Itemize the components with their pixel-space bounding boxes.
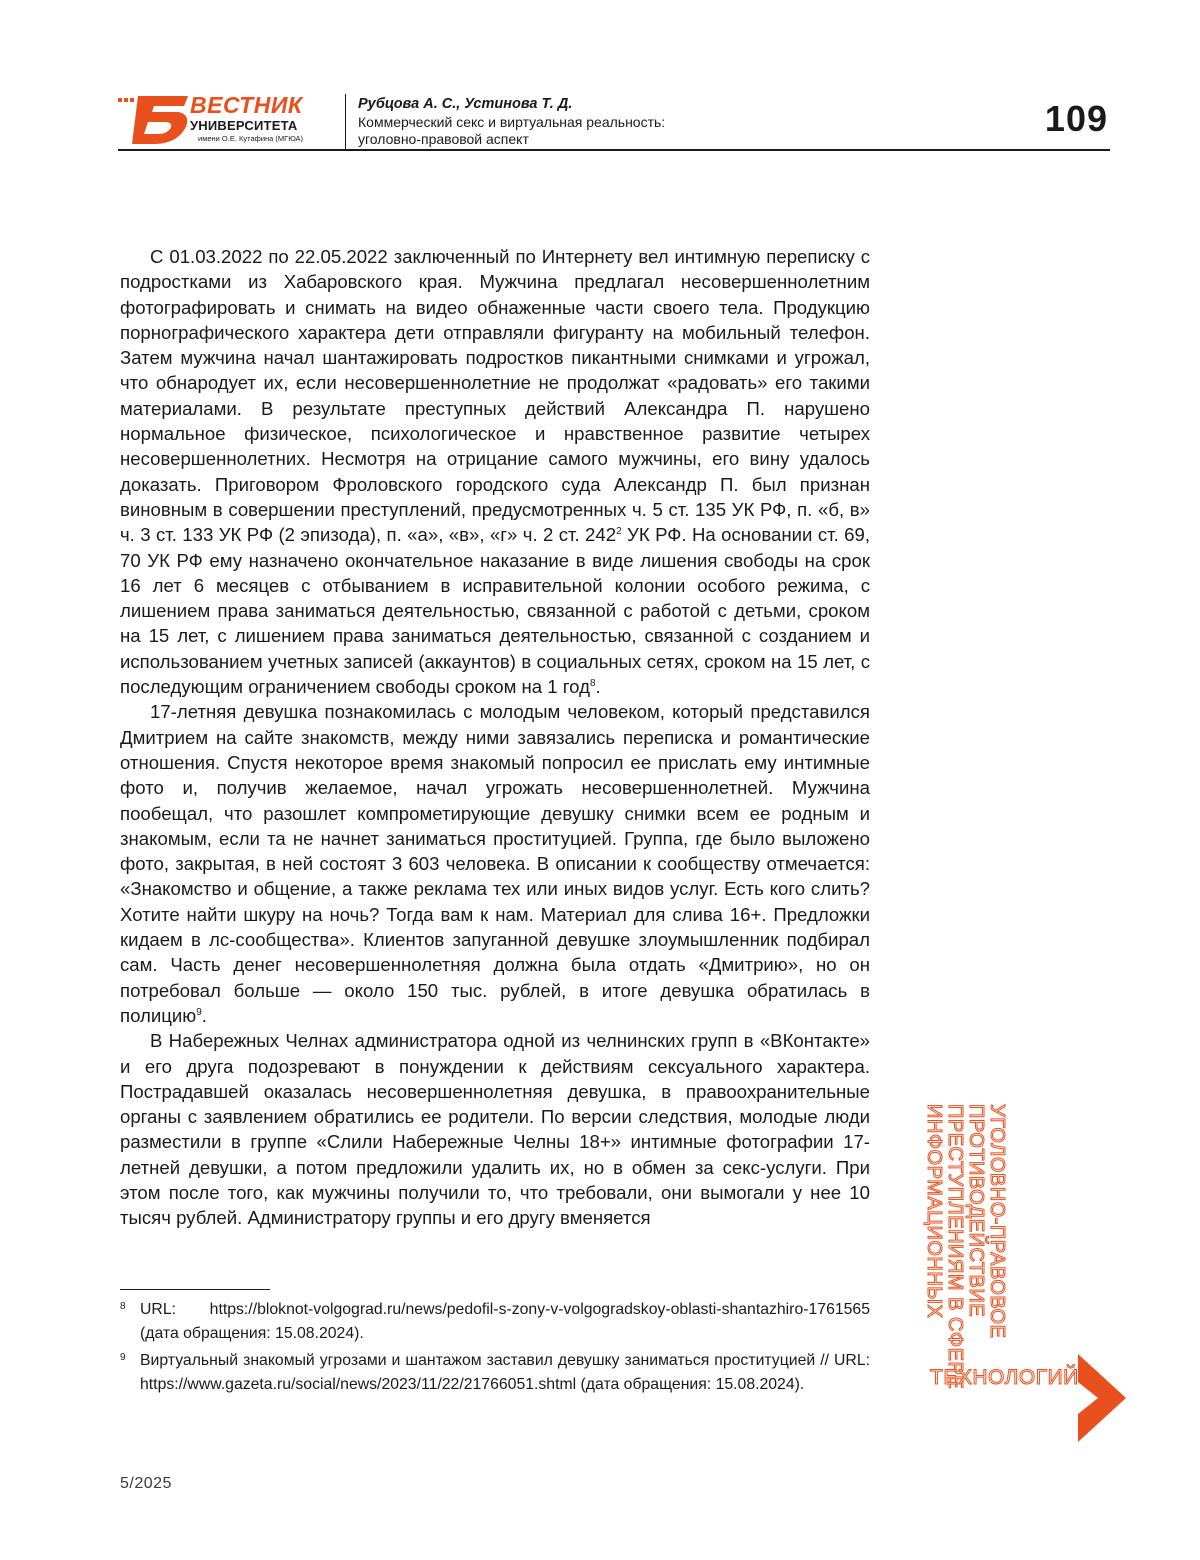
logo-title: ВЕСТНИК	[190, 92, 303, 119]
section-banner-last-line: ТЕХНОЛОГИЙ	[930, 1366, 1079, 1390]
section-banner-line: ИНФОРМАЦИОННЫХ	[923, 1104, 944, 1389]
footnote-number: 9	[120, 1346, 126, 1370]
page-header	[118, 92, 1110, 152]
section-banner-line: ПРОТИВОДЕЙСТВИЕ	[965, 1104, 986, 1389]
article-running-title	[358, 114, 878, 148]
paragraph-text: УК РФ. На основании ст. 69, 70 УК РФ ему назначено окончательное наказание в виде лишения свободы на срок 16 лет 6 месяцев с отбыванием в исправительной колонии особого режима, с лишением права заниматься деятельностью, связанной с работой с детьми, сроком на 15 лет, с лишением права заниматься деятельностью, связанной с созданием и использованием учетных записей (аккаунтов) в социальных сетях, сроком на 15 лет, с последующим ограничением свободы сроком на 1 год	[120, 524, 870, 697]
superscript: 2	[616, 526, 622, 537]
logo-subtitle: УНИВЕРСИТЕТА	[190, 118, 297, 133]
article-title-line-2: уголовно-правовой аспект	[358, 131, 878, 148]
article-body	[120, 244, 870, 1231]
page-number: 109	[1045, 98, 1108, 140]
footnote-text[interactable]: URL: https://bloknot-volgograd.ru/news/pedofil-s-zony-v-volgogradskoy-oblasti-shantazhiro-1761565 (дата обращения: 15.08.2024).	[140, 1301, 870, 1342]
issue-number: 5/2025	[120, 1475, 172, 1493]
paragraph	[120, 1028, 870, 1230]
footnote-number: 8	[120, 1295, 126, 1319]
paragraph-text: С 01.03.2022 по 22.05.2022 заключенный по Интернету вел интимную переписку с подростками из Хабаровского края. Мужчина предлагал несовершеннолетним фотографировать и снимать на видео обнаженные части своего тела. Продукцию порнографического характера дети отправляли фигуранту на мобильный телефон. Затем мужчина начал шантажировать подростков пикантными снимками и угрожал, что обнародует их, если несовершеннолетние не продолжат «радовать» его такими материалами. В результате преступных действий Александра П. нарушено нормальное физическое, психологическое и нравственное развитие четырех несовершеннолетних. Несмотря на отрицание самого мужчины, его вину удалось доказать. Приговором Фроловского городского суда Александр П. был признан виновным в совершении преступлений, предусмотренных ч. 5 ст. 135 УК РФ, п. «б, в» ч. 3 ст. 133 УК РФ (2 эпизода), п. «а», «в», «г» ч. 2 ст. 242	[120, 246, 870, 545]
article-authors: Рубцова А. С., Устинова Т. Д.	[358, 96, 572, 112]
header-rule	[118, 149, 1110, 151]
punctuation: .	[202, 1005, 207, 1026]
footnote-item	[120, 1349, 870, 1397]
section-banner-vertical	[923, 1104, 1007, 1389]
article-title-line-1: Коммерческий секс и виртуальная реальность:	[358, 114, 878, 131]
paragraph-text: В Набережных Челнах администратора одной из челнинских групп в «ВКонтакте» и его друга подозревают в понуждении к действиям сексуального характера. Пострадавшей оказалась несовершеннолетняя девушка, в правоохранительные органы с заявлением обратились ее родители. По версии следствия, молодые люди разместили в группе «Слили Набережные Челны 18+» интимные фотографии 17-летней девушки, а потом предложили удалить их, но в обмен за секс-услуги. При этом после того, как мужчины получили то, что требовали, они вымогали у нее 10 тысяч рублей. Администратору группы и его другу вменяется	[120, 1030, 870, 1228]
footnote-item	[120, 1298, 870, 1346]
footnote-reference[interactable]: 9	[196, 1007, 202, 1018]
footnotes	[120, 1298, 870, 1400]
section-banner-line: ПРЕСТУПЛЕНИЯМ В СФЕРЕ	[944, 1104, 965, 1389]
section-banner-line: УГОЛОВНО-ПРАВОВОЕ	[986, 1104, 1007, 1389]
footnote-text[interactable]: Виртуальный знакомый угрозами и шантажом заставил девушку заниматься проституцией // URL: https://www.gazeta.ru/social/news/2023/11/22/21766051.shtml (дата обращения: 15.08.2024).	[140, 1352, 870, 1393]
footnote-separator	[120, 1289, 270, 1290]
journal-logo	[118, 92, 323, 148]
paragraph	[120, 699, 870, 1028]
paragraph-text: 17-летняя девушка познакомилась с молодым человеком, который представился Дмитрием на сайте знакомств, между ними завязались переписка и романтические отношения. Спустя некоторое время знакомый попросил ее прислать ему интимные фото и, получив желаемое, начал угрожать несовершеннолетней. Мужчина пообещал, что разошлет компрометирующие девушку снимки всем ее родным и знакомым, если та не начнет заниматься проституцией. Группа, где было выложено фото, закрытая, в ней состоят 3 603 человека. В описании к сообществу отмечается: «Знакомство и общение, а также реклама тех или иных видов услуг. Есть кого слить? Хотите найти шкуру на ночь? Тогда вам к нам. Материал для слива 16+. Предложки кидаем в лс-сообщества». Клиентов запуганной девушке злоумышленник подбирал сам. Часть денег несовершеннолетняя должна была отдать «Дмитрию», но он потребовал больше — около 150 тыс. рублей, в итоге девушка обратилась в полицию	[120, 701, 870, 1026]
logo-v-mark-icon	[118, 92, 198, 148]
paragraph	[120, 244, 870, 699]
footnote-reference[interactable]: 8	[590, 678, 596, 689]
punctuation: .	[596, 676, 601, 697]
header-divider	[345, 94, 346, 150]
logo-caption: имени О.Е. Кутафина (МГЮА)	[198, 134, 303, 143]
section-arrow-icon	[1070, 1336, 1130, 1460]
